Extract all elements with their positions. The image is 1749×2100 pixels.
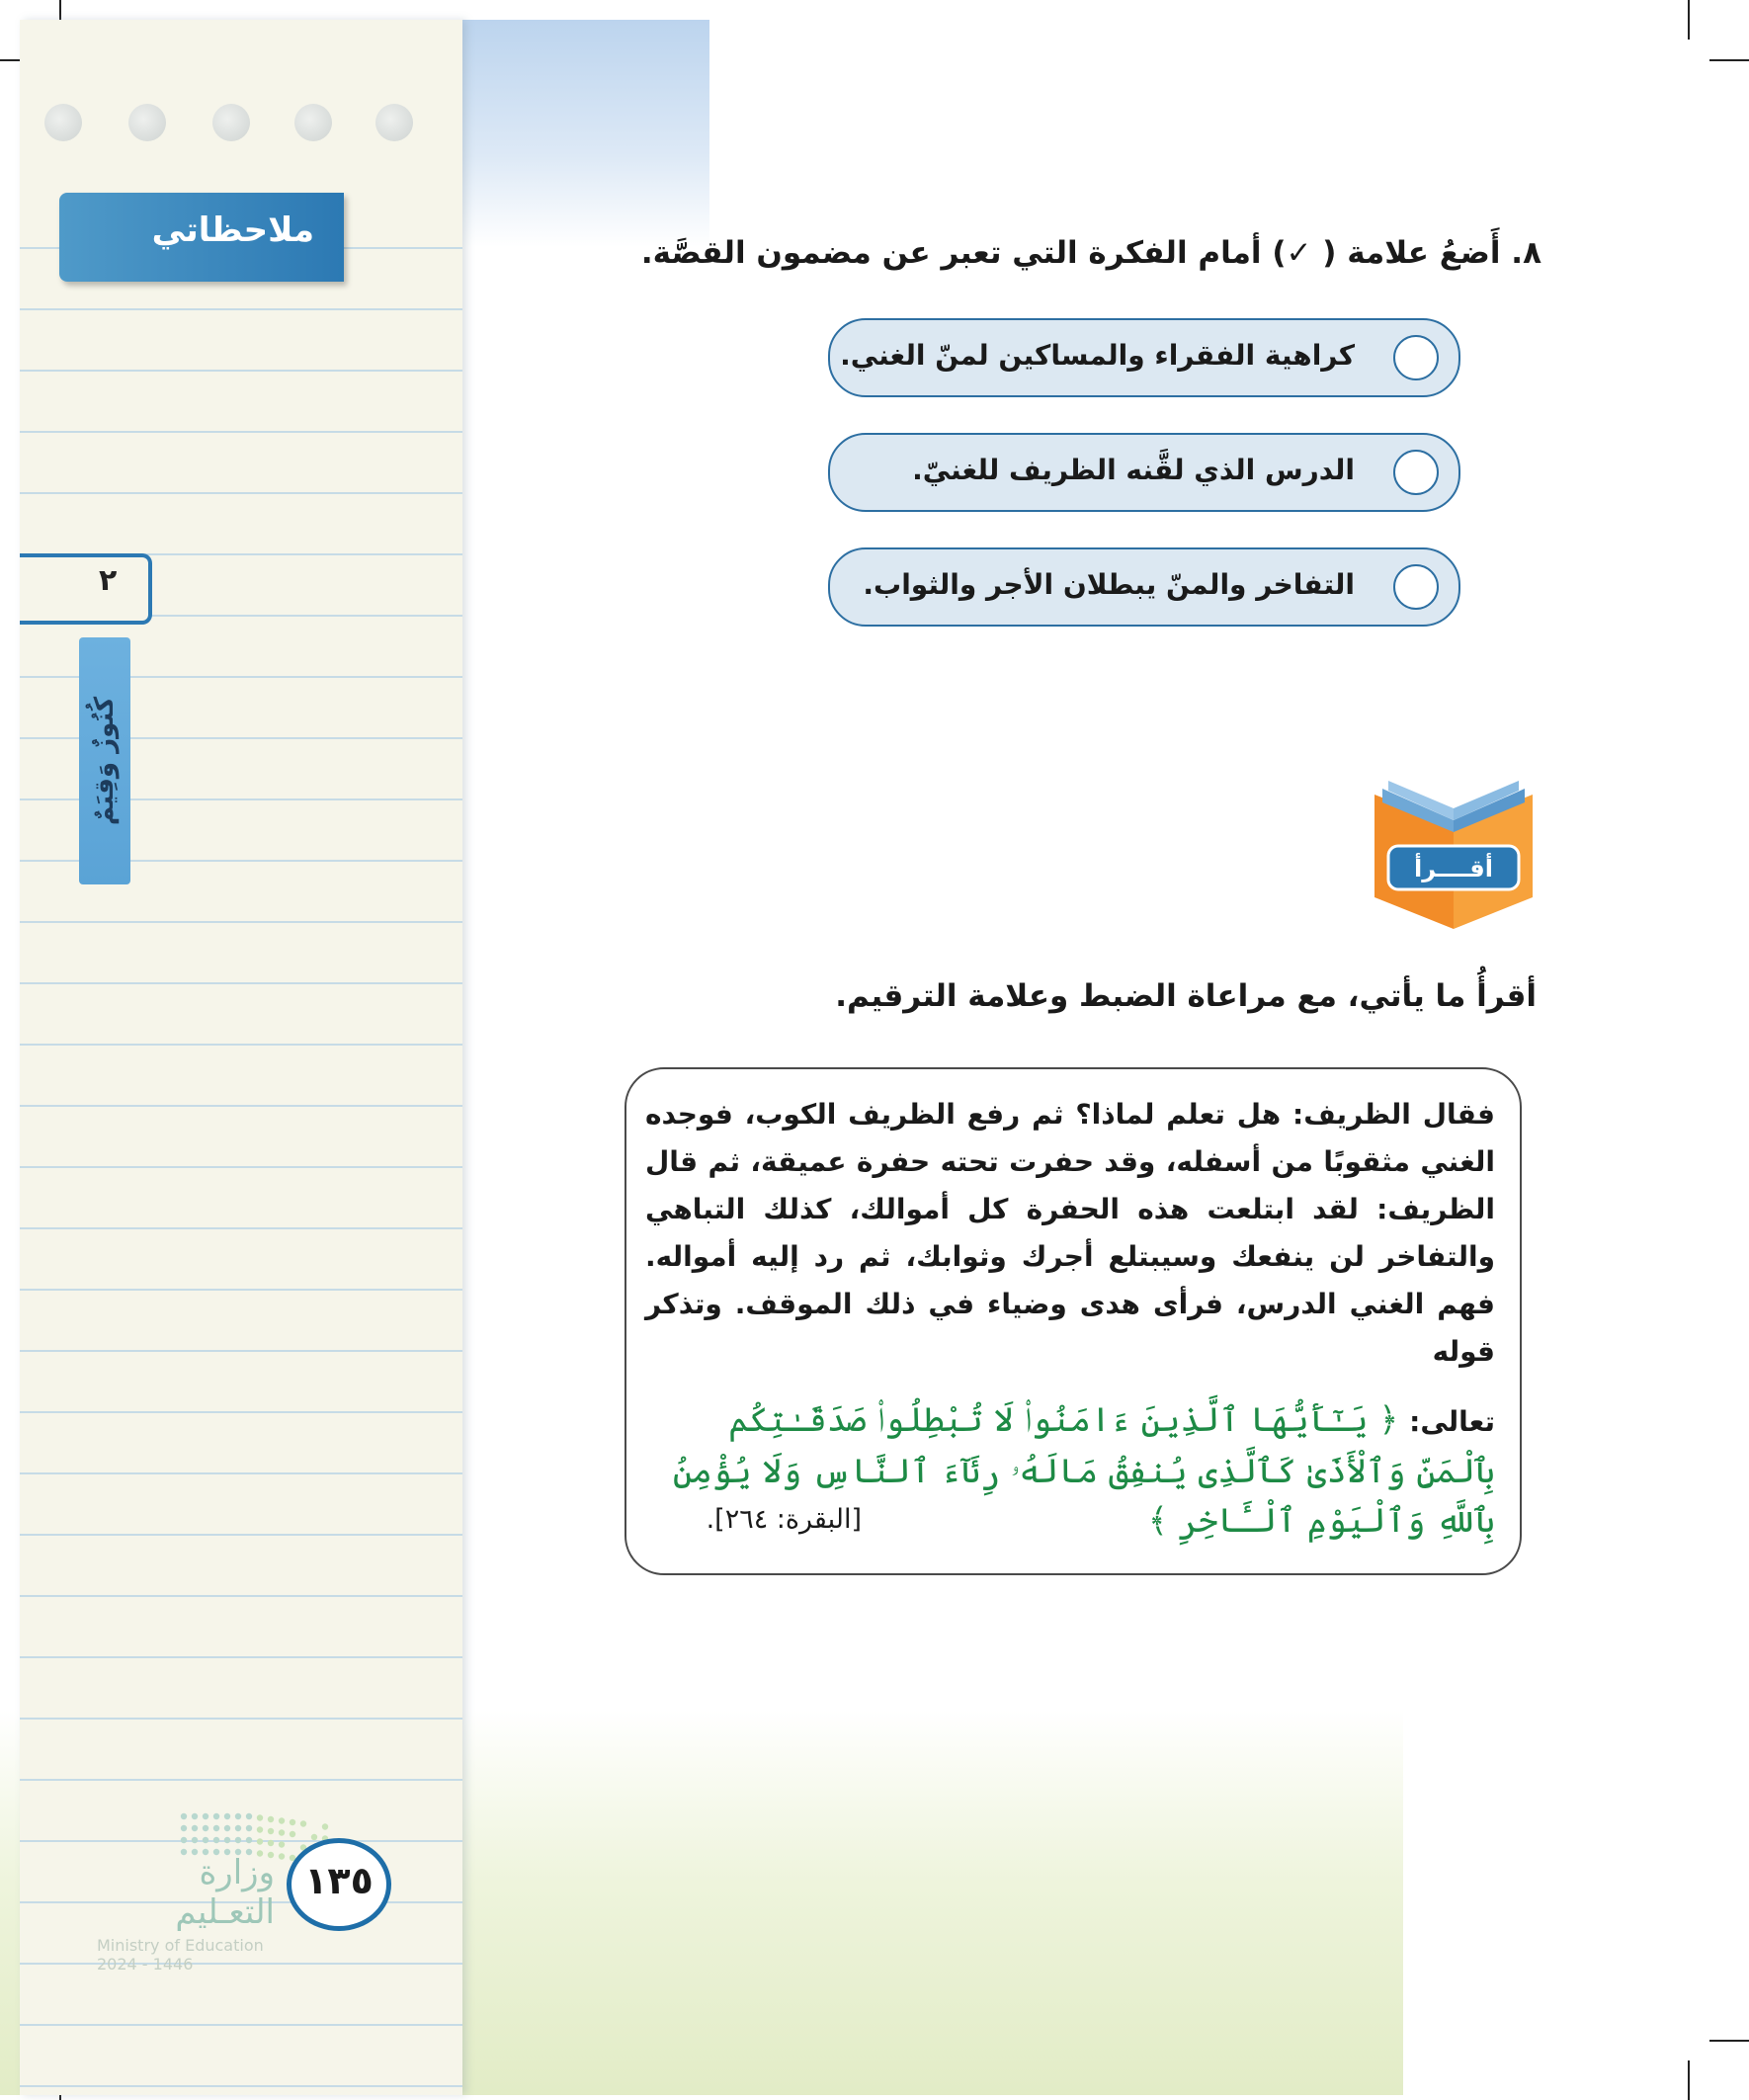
notes-sidebar (20, 20, 462, 2095)
ministry-logo (97, 1853, 275, 1974)
binder-hole (375, 104, 413, 141)
logo-dot (203, 1837, 208, 1843)
question-prompt: ٨. أَضعُ علامة ( ✓) أمام الفكرة التي تعبر عن مضمون القصَّة. (640, 235, 1541, 271)
unit-name: كُنُوزٌ وَقِيَمٌ (90, 696, 120, 826)
ruled-line (20, 1044, 462, 1046)
answer-circle[interactable] (1393, 450, 1439, 495)
logo-dot (279, 1853, 285, 1859)
ruled-line (20, 1350, 462, 1352)
logo-dot (235, 1825, 241, 1831)
ruled-line (20, 1656, 462, 1658)
logo-dot (235, 1813, 241, 1819)
ruled-line (20, 492, 462, 494)
logo-dot (192, 1837, 198, 1843)
logo-dot (213, 1825, 219, 1831)
logo-dot (181, 1837, 187, 1843)
ruled-line (20, 1472, 462, 1474)
logo-dot (203, 1813, 208, 1819)
logo-dot (300, 1820, 306, 1826)
logo-dot (257, 1838, 263, 1844)
ruled-line (20, 982, 462, 984)
logo-dot (224, 1825, 230, 1831)
logo-dot (181, 1825, 187, 1831)
ruled-line (20, 308, 462, 310)
logo-dot (246, 1813, 252, 1819)
logo-dot (224, 1813, 230, 1819)
logo-dot (290, 1819, 295, 1825)
ruled-line (20, 370, 462, 372)
ruled-line (20, 2085, 462, 2087)
logo-dot (235, 1837, 241, 1843)
crop-mark (1688, 2060, 1690, 2100)
logo-dot (257, 1826, 263, 1832)
option-card[interactable] (828, 547, 1460, 627)
ministry-year: 2024 - 1446 (97, 1955, 194, 1974)
crop-mark (1709, 59, 1749, 61)
ruled-line (20, 1227, 462, 1229)
logo-dot (268, 1840, 274, 1846)
logo-dot (290, 1831, 295, 1837)
binder-hole (128, 104, 166, 141)
logo-dot (279, 1829, 285, 1835)
read-icon-label: أقــــرأ (1414, 855, 1493, 882)
logo-dot (213, 1837, 219, 1843)
logo-dot (246, 1837, 252, 1843)
logo-dot (268, 1828, 274, 1834)
ministry-name-ar: وزارة التعـليم (175, 1853, 275, 1932)
binder-hole (294, 104, 332, 141)
logo-dot (257, 1814, 263, 1820)
verse-text: ﴿ يَـٰٓأَيُّهَا ٱلَّذِينَ ءَامَنُوا۟ لَا تُبْطِلُوا۟ صَدَقَـٰتِكُم بِٱلْمَنِّ وَٱلْأَذَىٰ كَٱلَّذِى يُنفِقُ مَالَهُۥ رِئَآءَ ٱلنَّاسِ وَلَا يُؤْمِنُ بِٱللَّهِ وَٱلْيَوْمِ ٱلْـَٔاخِرِ ﴾ (672, 1400, 1495, 1541)
logo-dot (213, 1813, 219, 1819)
option-text: الدرس الذي لقَّنه الظريف للغنيّ. (912, 454, 1355, 486)
page-number: ١٣٥ (304, 1859, 374, 1902)
logo-dot (192, 1825, 198, 1831)
open-book-icon (1369, 781, 1539, 937)
binder-hole (212, 104, 250, 141)
logo-dot (268, 1816, 274, 1822)
passage-text: فقال الظريف: هل تعلم لماذا؟ ثم رفع الظريف الكوب، فوجده الغني مثقوبًا من أسفله، وقد حفرت تحته حفرة عميقة، ثم قال الظريف: لقد ابتلعت هذه الحفرة كل أموالك، كذلك التباهي والتفاخر لن ينفعك وسيبتلع أجرك وثوابك، ثم رد إليه أمواله. فهم الغني الدرس، فرأى هدى وضياء في ذلك الموقف. وتذكر قوله (645, 1098, 1495, 1368)
logo-dot (203, 1825, 208, 1831)
option-text: التفاخر والمنّ يبطلان الأجر والثواب. (863, 568, 1355, 601)
option-text: كراهية الفقراء والمساكين لمنّ الغني. (840, 339, 1355, 372)
crop-mark (1688, 0, 1690, 40)
notes-title: ملاحظاتي (151, 210, 314, 250)
passage-box (625, 1067, 1522, 1575)
logo-dot (224, 1837, 230, 1843)
unit-name-tab (79, 637, 130, 884)
unit-number-box (20, 553, 152, 625)
logo-dot (246, 1825, 252, 1831)
verse-reference: [البقرة: ٢٦٤]. (706, 1504, 862, 1535)
logo-dot (181, 1813, 187, 1819)
option-card[interactable] (828, 318, 1460, 397)
unit-number: ٢ (99, 563, 118, 598)
logo-dot (322, 1823, 328, 1829)
ruled-line (20, 1105, 462, 1107)
logo-dot (279, 1841, 285, 1847)
read-instruction: أقرأُ ما يأتي، مع مراعاة الضبط وعلامة الترقيم. (835, 978, 1537, 1014)
header-gradient (462, 20, 709, 247)
ruled-line (20, 1289, 462, 1291)
option-card[interactable] (828, 433, 1460, 512)
binder-hole (44, 104, 82, 141)
notes-title-label (59, 193, 344, 282)
page-number-badge (287, 1838, 391, 1931)
logo-dot (311, 1834, 317, 1840)
crop-mark (1709, 2040, 1749, 2042)
ruled-line (20, 1595, 462, 1597)
verse-lead: تعالى: (1409, 1405, 1495, 1438)
answer-circle[interactable] (1393, 564, 1439, 610)
ruled-line (20, 1411, 462, 1413)
ruled-line (20, 1166, 462, 1168)
ruled-line (20, 431, 462, 433)
logo-dot (192, 1813, 198, 1819)
ruled-line (20, 1718, 462, 1720)
logo-dot (279, 1817, 285, 1823)
ruled-line (20, 921, 462, 923)
ruled-line (20, 1534, 462, 1536)
answer-circle[interactable] (1393, 335, 1439, 380)
ruled-line (20, 1779, 462, 1781)
ministry-name-en: Ministry of Education (97, 1936, 264, 1955)
ruled-line (20, 2024, 462, 2026)
